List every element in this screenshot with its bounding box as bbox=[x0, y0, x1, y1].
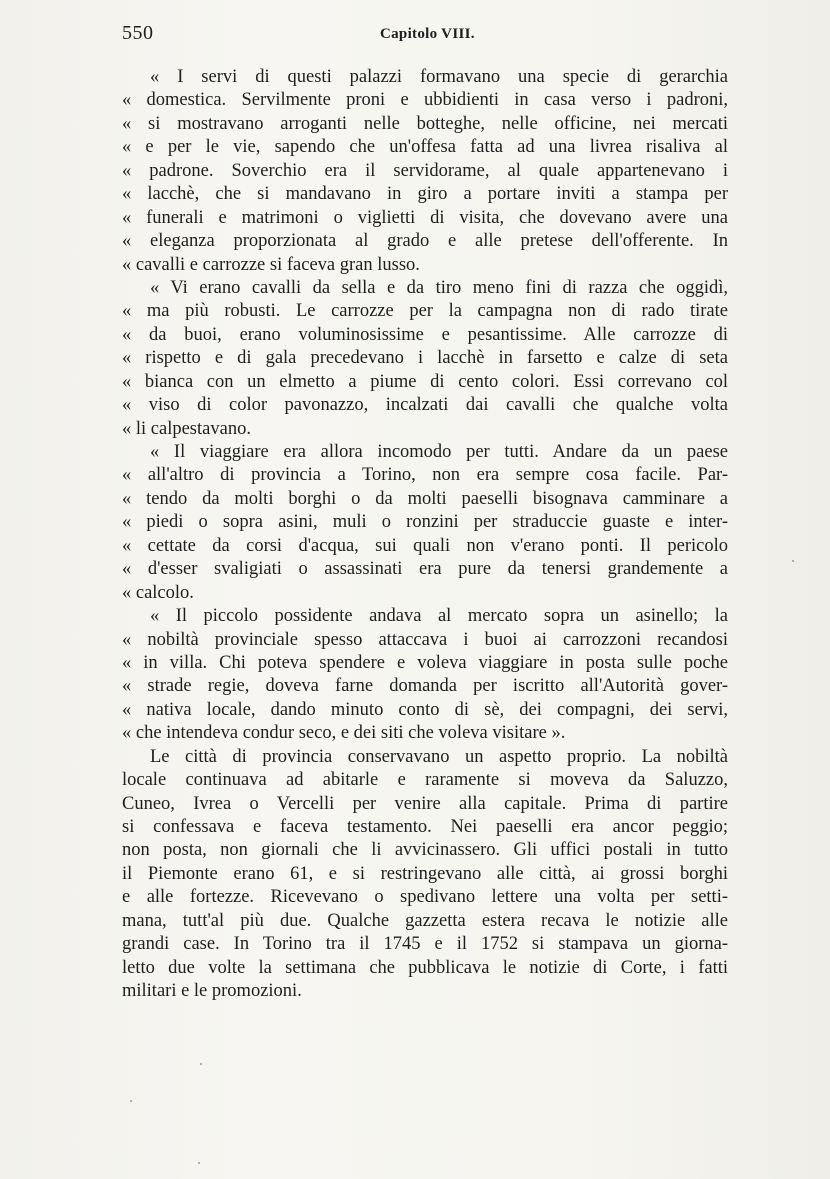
text-line: « nativa locale, dando minuto conto di sè, dei compagni, dei servi, bbox=[122, 699, 728, 720]
text-line: « lacchè, che si mandavano in giro a portare inviti a stampa per bbox=[122, 184, 728, 205]
text-line: « Il viaggiare era allora incomodo per tutti. Andare da un paese bbox=[150, 442, 728, 462]
text-line: « Vi erano cavalli da sella e da tiro meno fini di razza che oggidì, bbox=[150, 277, 728, 298]
text-line: « in villa. Chi poteva spendere e voleva viaggiare in posta sulle poche bbox=[122, 652, 728, 673]
text-line: « ma più robusti. Le carrozze per la campagna non di rado tirate bbox=[122, 301, 728, 322]
text-line: « cavalli e carrozze si faceva gran lusso. bbox=[122, 254, 420, 275]
text-line: e alle fortezze. Ricevevano o spedivano lettere una volta per setti- bbox=[122, 887, 728, 908]
text-line: « eleganza proporzionata al grado e alle pretese dell'offerente. In bbox=[122, 231, 728, 252]
scan-speck bbox=[200, 1063, 202, 1065]
text-line: « e per le vie, sapendo che un'offesa fatta ad una livrea risaliva al bbox=[122, 137, 728, 158]
text-line: « rispetto e di gala precedevano i lacchè in farsetto e calze di seta bbox=[122, 348, 728, 369]
text-line: locale continuava ad abitarle e raramente si moveva da Saluzzo, bbox=[122, 770, 728, 791]
text-line: « I servi di questi palazzi formavano una specie di gerarchia bbox=[150, 67, 728, 87]
text-line: non posta, non giornali che li avvicinassero. Gli uffici postali in tutto bbox=[122, 840, 728, 861]
text-line: letto due volte la settimana che pubblicava le notizie di Corte, i fatti bbox=[122, 957, 728, 978]
text-line: « padrone. Soverchio era il servidorame, al quale appartenevano i bbox=[122, 160, 728, 181]
page-header bbox=[122, 22, 728, 52]
scan-speck bbox=[792, 560, 794, 562]
text-line: « nobiltà provinciale spesso attaccava i buoi ai carrozzoni recandosi bbox=[122, 629, 728, 650]
text-line: « bianca con un elmetto a piume di cento colori. Essi correvano col bbox=[122, 371, 728, 392]
text-line: « strade regie, doveva farne domanda per iscritto all'Autorità gover- bbox=[122, 676, 728, 697]
text-line: « all'altro di provincia a Torino, non era sempre cosa facile. Par- bbox=[122, 465, 728, 486]
text-line: « funerali e matrimoni o viglietti di visita, che dovevano avere una bbox=[122, 207, 728, 228]
text-line: « d'esser svaligiati o assassinati era pure da tenersi grandemente a bbox=[122, 559, 728, 580]
text-line: « piedi o sopra asini, muli o ronzini per straduccie guaste e inter- bbox=[122, 512, 728, 533]
text-line: « domestica. Servilmente proni e ubbidienti in casa verso i padroni, bbox=[122, 90, 728, 111]
text-line: « che intendeva condur seco, e dei siti che voleva visitare ». bbox=[122, 723, 566, 744]
text-line: si confessava e faceva testamento. Nei paeselli era ancor peggio; bbox=[122, 817, 728, 837]
text-line: Cuneo, Ivrea o Vercelli per venire alla capitale. Prima di partire bbox=[122, 793, 728, 814]
text-line: « tendo da molti borghi o da molti paeselli bisognava camminare a bbox=[122, 488, 728, 509]
text-line: « da buoi, erano voluminosissime e pesantissime. Alle carrozze di bbox=[122, 324, 728, 345]
running-title: Capitolo VIII. bbox=[380, 26, 475, 42]
body-text bbox=[122, 66, 728, 1004]
text-line: « cettate da corsi d'acqua, sui quali non v'erano ponti. Il pericolo bbox=[122, 535, 728, 556]
text-line: grandi case. In Torino tra il 1745 e il 1752 si stampava un giorna- bbox=[122, 934, 728, 955]
text-line: « viso di color pavonazzo, incalzati dai cavalli che qualche volta bbox=[122, 395, 728, 416]
text-line: « calcolo. bbox=[122, 582, 194, 603]
text-line: « li calpestavano. bbox=[122, 418, 251, 439]
text-line: militari e le promozioni. bbox=[122, 981, 302, 1002]
scan-speck bbox=[198, 1162, 200, 1164]
text-line: « Il piccolo possidente andava al mercato sopra un asinello; la bbox=[150, 606, 728, 627]
page-number: 550 bbox=[122, 22, 154, 44]
text-line: il Piemonte erano 61, e si restringevano alle città, ai grossi borghi bbox=[122, 863, 728, 884]
scan-speck bbox=[130, 1100, 132, 1102]
text-line: Le città di provincia conservavano un aspetto proprio. La nobiltà bbox=[150, 746, 728, 767]
text-line: mana, tutt'al più due. Qualche gazzetta estera recava le notizie alle bbox=[122, 910, 728, 931]
text-line: « si mostravano arroganti nelle botteghe, nelle officine, nei mercati bbox=[122, 113, 728, 134]
